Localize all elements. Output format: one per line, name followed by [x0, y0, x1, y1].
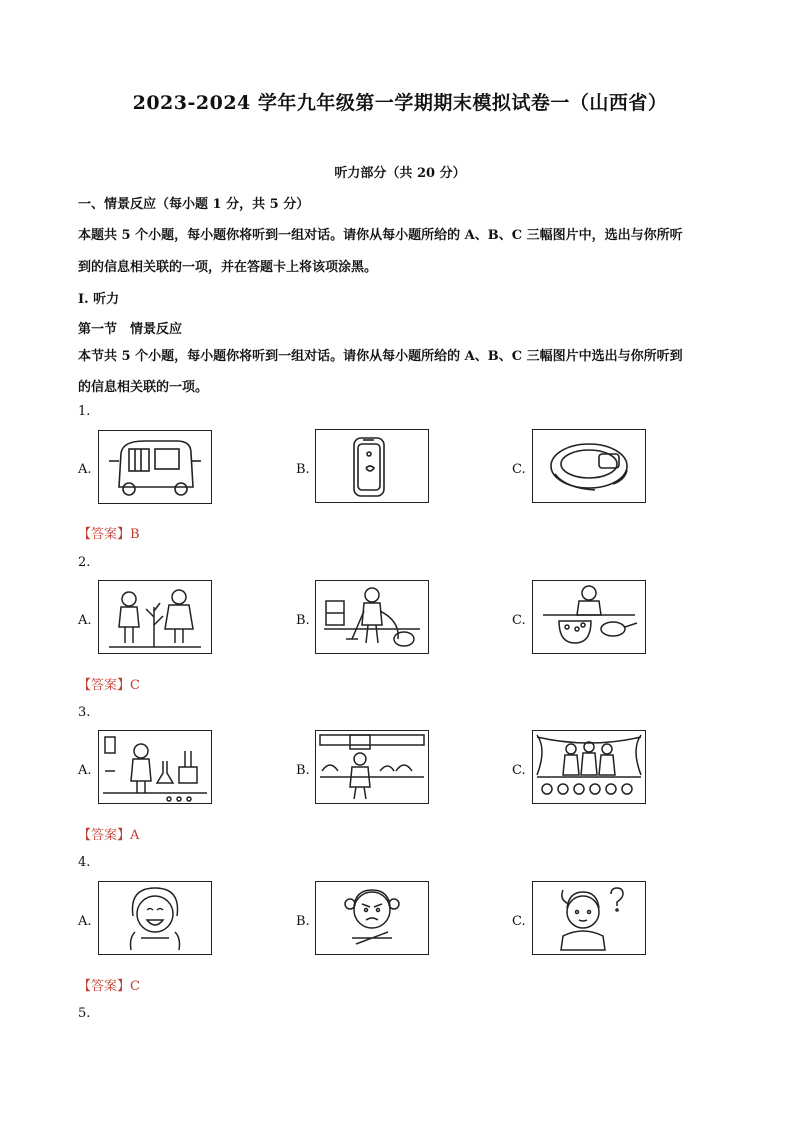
option-label-a: A.: [78, 462, 92, 477]
option-label-b: B.: [296, 763, 310, 778]
option-label-b: B.: [296, 462, 310, 477]
section-heading: 一、情景反应（每小题 1 分，共 5 分）: [78, 197, 310, 212]
answer-label: 【答案】B: [78, 527, 140, 542]
section-label: 第一节 情景反应: [78, 322, 183, 337]
confused-girl-icon[interactable]: [532, 881, 646, 955]
girls-planting-tree-icon[interactable]: [98, 580, 212, 654]
option-label-a: A.: [78, 914, 92, 929]
option-label-c: C.: [512, 613, 526, 628]
page-title: 2023-2024 学年九年级第一学期期末模拟试卷一（山西省）: [132, 92, 668, 114]
answer-label: 【答案】C: [78, 979, 140, 994]
question-number: 1.: [78, 404, 91, 419]
stage-play-icon[interactable]: [532, 730, 646, 804]
angry-girl-icon[interactable]: [315, 881, 429, 955]
option-label-c: C.: [512, 462, 526, 477]
smartwatch-icon[interactable]: [532, 429, 646, 503]
option-label-b: B.: [296, 613, 310, 628]
option-label-a: A.: [78, 763, 92, 778]
part-label: I. 听力: [78, 292, 120, 307]
answer-label: 【答案】C: [78, 678, 140, 693]
question-number: 4.: [78, 855, 91, 870]
girl-vacuuming-icon[interactable]: [315, 580, 429, 654]
option-label-c: C.: [512, 763, 526, 778]
question-number: 3.: [78, 705, 91, 720]
happy-girl-icon[interactable]: [98, 881, 212, 955]
robot-car-icon[interactable]: [98, 430, 212, 504]
option-label-b: B.: [296, 914, 310, 929]
basketball-court-icon[interactable]: [315, 730, 429, 804]
note-line-1: 本节共 5 个小题，每小题你将听到一组对话。请你从每小题所给的 A、B、C 三幅图片中选出与你所听到: [78, 349, 683, 364]
section-subtitle: 听力部分（共 20 分）: [334, 166, 466, 181]
science-lab-icon[interactable]: [98, 730, 212, 804]
question-number: 5.: [78, 1006, 91, 1021]
instruction-line-1: 本题共 5 个小题，每小题你将听到一组对话。请你从每小题所给的 A、B、C 三幅图片中，选出与你所听: [78, 228, 683, 243]
option-label-a: A.: [78, 613, 92, 628]
smartphone-icon[interactable]: [315, 429, 429, 503]
question-number: 2.: [78, 555, 91, 570]
instruction-line-2: 到的信息相关联的一项，并在答题卡上将该项涂黑。: [78, 260, 378, 275]
answer-label: 【答案】A: [78, 828, 140, 843]
woman-cooking-icon[interactable]: [532, 580, 646, 654]
option-label-c: C.: [512, 914, 526, 929]
note-line-2: 的信息相关联的一项。: [78, 380, 209, 395]
